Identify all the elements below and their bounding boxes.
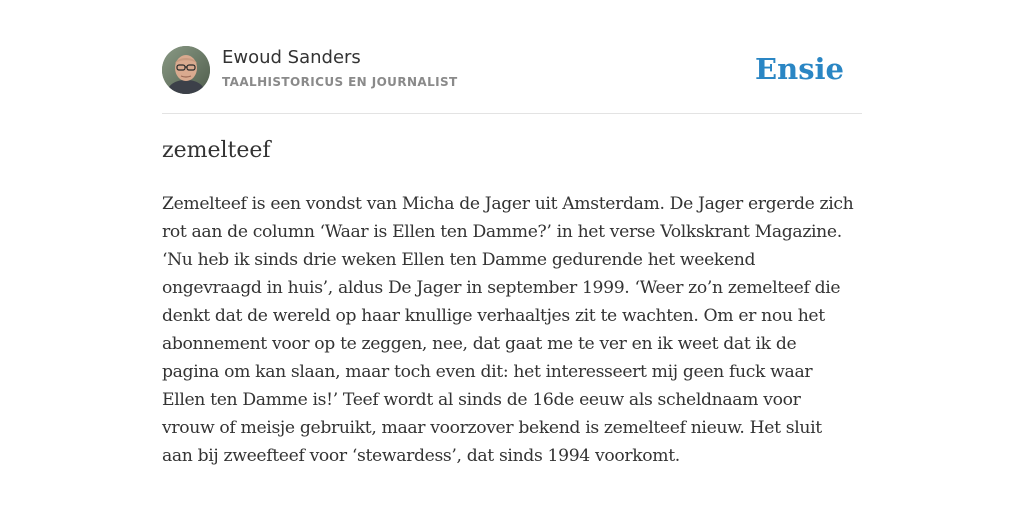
brand-logo[interactable]: Ensie: [755, 52, 844, 86]
author-name[interactable]: Ewoud Sanders: [222, 47, 361, 68]
entry-body-line: rot aan de column ‘Waar is Ellen ten Damme?’ in het verse Volkskrant Magazine.: [162, 222, 842, 242]
entry-body-line: ‘Nu heb ik sinds drie weken Ellen ten Damme gedurende het weekend: [162, 250, 756, 270]
entry-body-line: pagina om kan slaan, maar toch even dit: het interesseert mij geen fuck waar: [162, 362, 813, 382]
entry-body-line: Ellen ten Damme is!’ Teef wordt al sinds de 16de eeuw als scheldnaam voor: [162, 390, 801, 410]
entry-body-line: aan bij zweefteef voor ‘stewardess’, dat sinds 1994 voorkomt.: [162, 446, 680, 466]
author-header: [162, 46, 862, 96]
author-role: TAALHISTORICUS EN JOURNALIST: [222, 75, 458, 89]
header-divider: [162, 113, 862, 114]
author-avatar[interactable]: [162, 46, 210, 94]
entry-body-line: abonnement voor op te zeggen, nee, dat gaat me te ver en ik weet dat ik de: [162, 334, 797, 354]
entry-body-line: vrouw of meisje gebruikt, maar voorzover bekend is zemelteef nieuw. Het sluit: [162, 418, 822, 438]
entry-body-line: ongevraagd in huis’, aldus De Jager in september 1999. ‘Weer zo’n zemelteef die: [162, 278, 841, 298]
entry-body-line: denkt dat de wereld op haar knullige verhaaltjes zit te wachten. Om er nou het: [162, 306, 825, 326]
author-photo: [162, 46, 210, 94]
entry-body: [162, 190, 872, 470]
entry-body-line: Zemelteef is een vondst van Micha de Jager uit Amsterdam. De Jager ergerde zich: [162, 194, 854, 214]
entry-title: zemelteef: [162, 138, 271, 163]
